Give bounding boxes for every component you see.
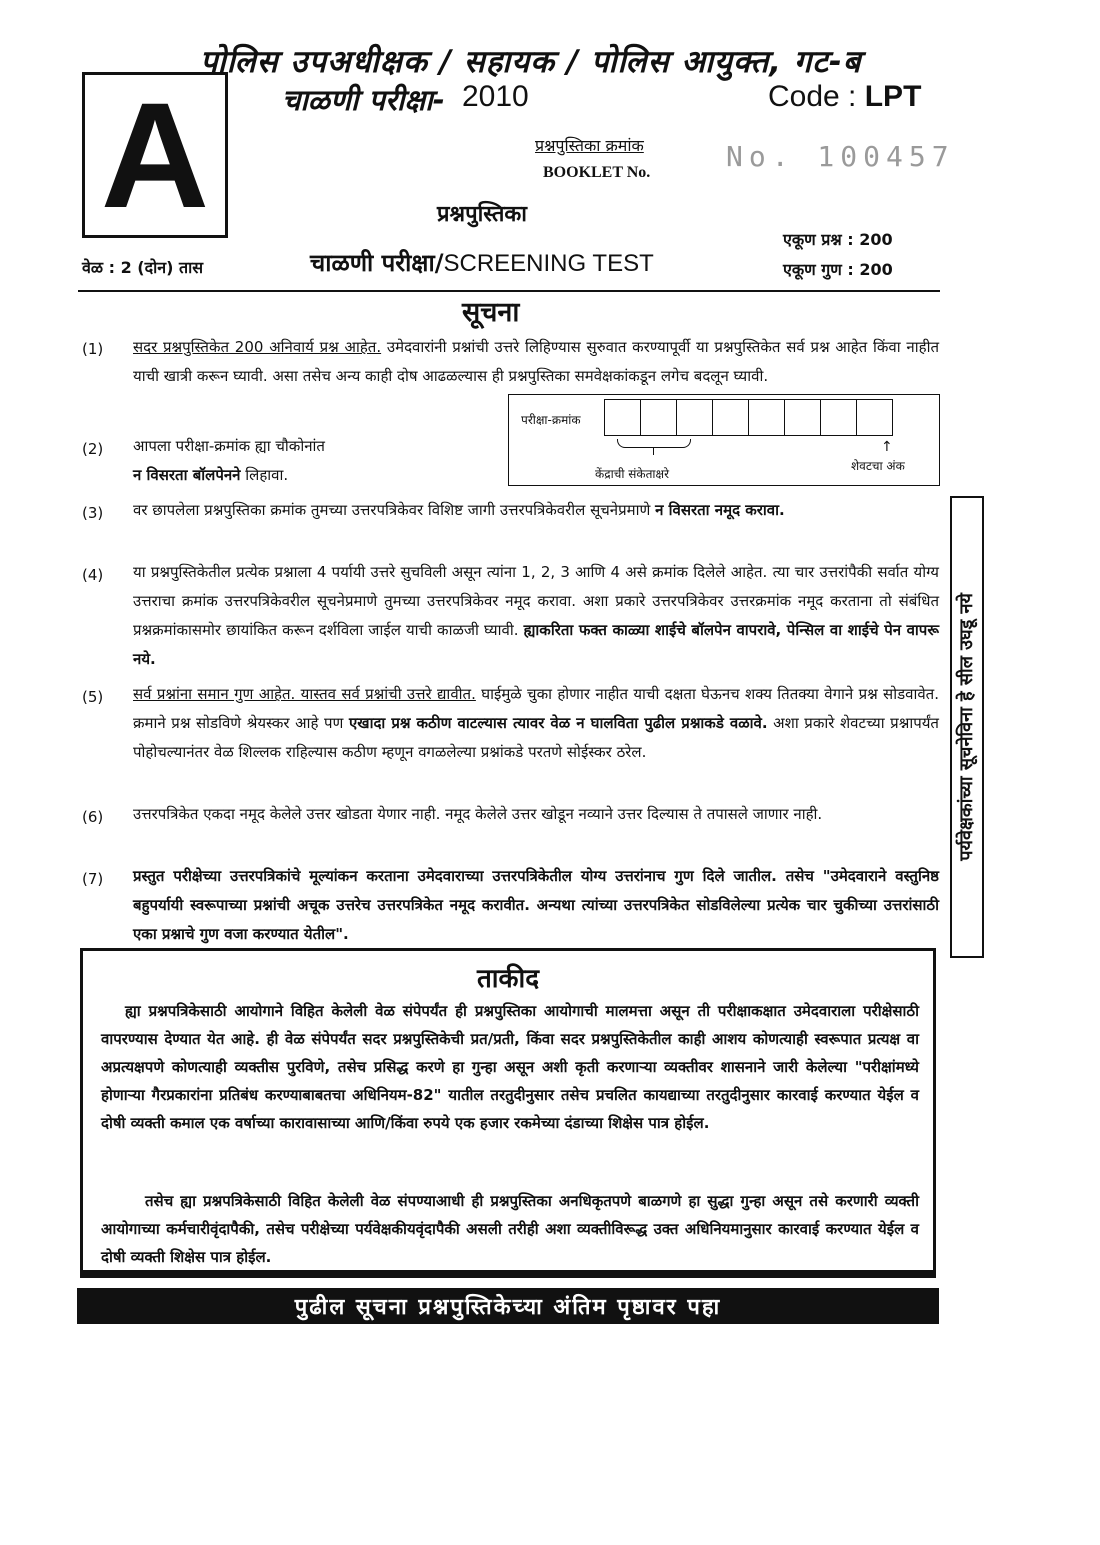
centre-code-brace-tick bbox=[653, 447, 654, 455]
test-name bbox=[310, 246, 654, 279]
roll-cell[interactable] bbox=[604, 399, 641, 436]
instruction-item: प्रस्तुत परीक्षेच्या उत्तरपत्रिकांचे मूल्यांकन करताना उमेदवाराच्या उत्तरपत्रिकेतील योग्य उत्तरांनाच गुण दिले जातील. तसेच "उमेदवाराने वस्तुनिष्ठ बहुपर्यायी स्वरूपाच्या प्रश्नांची अचूक उत्तरेच उत्तरपत्रिकेत नमूद करावीत. अन्यथा त्यांच्या उत्तरपत्रिकेत सोडविलेल्या प्रत्येक चार चुकीच्या उत्तरांसाठी एका प्रश्नाचे गुण वजा करण्यात येतील". bbox=[133, 867, 939, 943]
instruction-item bbox=[133, 333, 939, 391]
roll-number-box bbox=[508, 394, 940, 486]
roll-number-label: परीक्षा-क्रमांक bbox=[521, 413, 581, 427]
exam-type-handwritten: चाळणी परीक्षा- bbox=[282, 83, 445, 117]
booklet-label-marathi: प्रश्नपुस्तिका क्रमांक bbox=[535, 136, 644, 155]
series-letter: A bbox=[100, 71, 210, 239]
test-name-marathi: चाळणी परीक्षा/ bbox=[310, 249, 444, 277]
booklet-heading: प्रश्नपुस्तिका bbox=[437, 202, 527, 227]
booklet-label-english: BOOKLET No. bbox=[543, 164, 651, 181]
footer-text: पुढील सूचना प्रश्नपुस्तिकेच्या अंतिम पृष्ठावर पहा bbox=[294, 1295, 722, 1320]
roll-cell[interactable] bbox=[712, 399, 749, 436]
test-name-english: SCREENING TEST bbox=[443, 250, 654, 277]
roll-cell[interactable] bbox=[640, 399, 677, 436]
warning-title: ताकीद bbox=[476, 964, 540, 994]
roll-cell[interactable] bbox=[676, 399, 713, 436]
instruction-body: अशा प्रकारे शेवटच्या प्रश्नापर्यंत पोहोचल्यानंतर वेळ शिल्लक राहिल्यास कठीण म्हणून वगळलेल्या प्रश्नांकडे परतणे सोईस्कर ठरेल. bbox=[133, 714, 939, 761]
instruction-body: या प्रश्नपुस्तिकेतील प्रत्येक प्रश्नाला 4 पर्यायी उत्तरे सुचविली असून त्यांना 1, 2, 3 आणि 4 असे क्रमांक दिलेले आहेत. त्या चार उत्तरांपैकी सर्वात योग्य उत्तराचा क्रमांक उत्तरपत्रिकेवरील सूचनेप्रमाणे तुमच्या उत्तरपत्रिकेवर नमूद करावा. अशा प्रकारे उत्तरपत्रिकेवर उत्तरक्रमांक नमूद करताना तो संबंधित प्रश्नक्रमांकासमोर छायांकित करून दर्शविला जाईल याची काळजी घ्यावी. bbox=[133, 563, 939, 639]
instruction-number: (3) bbox=[82, 504, 104, 522]
instruction-item bbox=[133, 558, 939, 674]
centre-code-label: केंद्राची संकेताक्षरे bbox=[595, 467, 670, 481]
roll-number-cells[interactable] bbox=[605, 399, 893, 436]
centre-code-brace bbox=[617, 439, 691, 448]
instruction-bold: ह्याकरिता फक्त काळ्या शाईचे बॉलपेन वापरावे, पेन्सिल वा शाईचे पेन वापरू नये. bbox=[133, 621, 939, 668]
instruction-number: (6) bbox=[82, 808, 104, 826]
total-questions: एकूण प्रश्न : 200 bbox=[783, 230, 893, 249]
booklet-number: No. 100457 bbox=[726, 140, 955, 173]
instruction-number: (2) bbox=[82, 440, 104, 458]
code-label: Code : bbox=[768, 80, 865, 113]
instruction-body: आपला परीक्षा-क्रमांक ह्या चौकोनांत bbox=[133, 437, 325, 455]
roll-cell[interactable] bbox=[820, 399, 857, 436]
time-allowed: वेळ : 2 (दोन) तास bbox=[82, 258, 204, 277]
instruction-number: (5) bbox=[82, 688, 104, 706]
instruction-number: (4) bbox=[82, 566, 104, 584]
instruction-bold: न विसरता नमूद करावा. bbox=[655, 501, 785, 519]
instruction-bold: एखादा प्रश्न कठीण वाटल्यास त्यावर वेळ न घालविता पुढील प्रश्नाकडे वळावे. bbox=[349, 714, 768, 732]
instruction-lead: सर्व प्रश्नांना समान गुण आहेत. यास्तव सर्व प्रश्नांची उत्तरे द्यावीत. bbox=[133, 685, 476, 703]
instruction-body: वर छापलेला प्रश्नपुस्तिका क्रमांक तुमच्या उत्तरपत्रिकेवर विशिष्ट जागी उत्तरपत्रिकेवरील सूचनेप्रमाणे bbox=[133, 501, 656, 519]
paper-code bbox=[768, 80, 921, 114]
warning-box bbox=[80, 948, 936, 1278]
warning-paragraph: तसेच ह्या प्रश्नपत्रिकेसाठी विहित केलेली वेळ संपण्याआधी ही प्रश्नपुस्तिका अनधिकृतपणे बाळगणे हा सुद्धा गुन्हा असून तसे करणारी व्यक्ती आयोगाच्या कर्मचारीवृंदापैकी, तसेच परीक्षेच्या पर्यवेक्षकीयवृंदापैकी असली तरीही अशा व्यक्तीविरूद्ध उक्त अधिनियमानुसार कारवाई करण्यात येईल व दोषी व्यक्ती शिक्षेस पात्र होईल. bbox=[101, 1192, 919, 1266]
instruction-item bbox=[133, 432, 493, 490]
instructions-title: सूचना bbox=[462, 297, 520, 328]
roll-cell[interactable] bbox=[856, 399, 893, 436]
seal-notice-text: पर्यवेक्षकांच्या सूचनेविना हे सील उघडू नये bbox=[956, 593, 977, 861]
total-marks: एकूण गुण : 200 bbox=[783, 260, 893, 279]
instruction-item bbox=[133, 496, 939, 525]
last-digit-label: शेवटचा अंक bbox=[851, 459, 905, 473]
instruction-item: उत्तरपत्रिकेत एकदा नमूद केलेले उत्तर खोडता येणार नाही. नमूद केलेले उत्तर खोडून नव्याने उत्तर दिल्यास ते तपासले जाणार नाही. bbox=[133, 805, 823, 823]
instruction-number: (7) bbox=[82, 870, 104, 888]
code-value: LPT bbox=[864, 80, 922, 113]
exam-post-handwritten: पोलिस उपअधीक्षक / सहायक / पोलिस आयुक्त, गट-ब bbox=[200, 44, 862, 80]
instruction-bold: न विसरता बॉलपेनने bbox=[133, 466, 241, 484]
instruction-lead: सदर प्रश्नपुस्तिकेत 200 अनिवार्य प्रश्न आहेत. bbox=[133, 338, 382, 356]
roll-cell[interactable] bbox=[784, 399, 821, 436]
series-box bbox=[82, 72, 228, 238]
instruction-body: उमेदवारांनी प्रश्नांची उत्तरे लिहिण्यास सुरुवात करण्यापूर्वी या प्रश्नपुस्तिकेत सर्व प्रश्न आहेत किंवा नाहीत याची खात्री करून घ्यावी. असा तसेच अन्य काही दोष आढळल्यास ही प्रश्नपुस्तिका समवेक्षकांकडून लगेच बदलून घ्यावी. bbox=[133, 338, 940, 385]
roll-cell[interactable] bbox=[748, 399, 785, 436]
up-arrow-icon: ↑ bbox=[881, 439, 893, 455]
seal-notice-box bbox=[950, 496, 984, 958]
instruction-item bbox=[133, 680, 939, 767]
instruction-number: (1) bbox=[82, 340, 104, 358]
instruction-body: लिहावा. bbox=[240, 466, 289, 484]
exam-year: 2010 bbox=[462, 80, 529, 113]
footer-banner bbox=[77, 1288, 939, 1324]
warning-paragraph: ह्या प्रश्नपत्रिकेसाठी आयोगाने विहित केलेली वेळ संपेपर्यंत ही प्रश्नपुस्तिका आयोगाची मालमत्ता असून ती परीक्षाकक्षात उमेदवाराला परीक्षेसाठी वापरण्यास देण्यात येत आहे. ही वेळ संपेपर्यंत सदर प्रश्नपुस्तिकेची प्रत/प्रती, किंवा सदर प्रश्नपुस्तिकेतील काही आशय कोणत्याही स्वरूपात प्रत्यक्ष वा अप्रत्यक्षपणे कोणत्याही व्यक्तीस पुरविणे, तसेच प्रसिद्ध करणे हा गुन्हा असून अशी कृती करणाऱ्या व्यक्तीवर शासनाने जारी केलेल्या "परीक्षांमध्ये होणाऱ्या गैरप्रकारांना प्रतिबंध करण्याबाबतचा अधिनियम-82" यातील तरतुदीनुसार तसेच प्रचलित कायद्याच्या तरतुदीनुसार कारवाई करण्यात येईल व दोषी व्यक्ती कमाल एक वर्षाच्या कारावासाच्या आणि/किंवा रुपये एक हजार रकमेच्या दंडाच्या शिक्षेस पात्र होईल. bbox=[101, 1002, 919, 1132]
instruction-body: घाईमुळे चुका होणार नाहीत याची दक्षता घेऊनच शक्य तितक्या वेगाने प्रश्न सोडवावेत. क्रमाने प्रश्न सोडविणे श्रेयस्कर आहे पण bbox=[133, 685, 939, 732]
